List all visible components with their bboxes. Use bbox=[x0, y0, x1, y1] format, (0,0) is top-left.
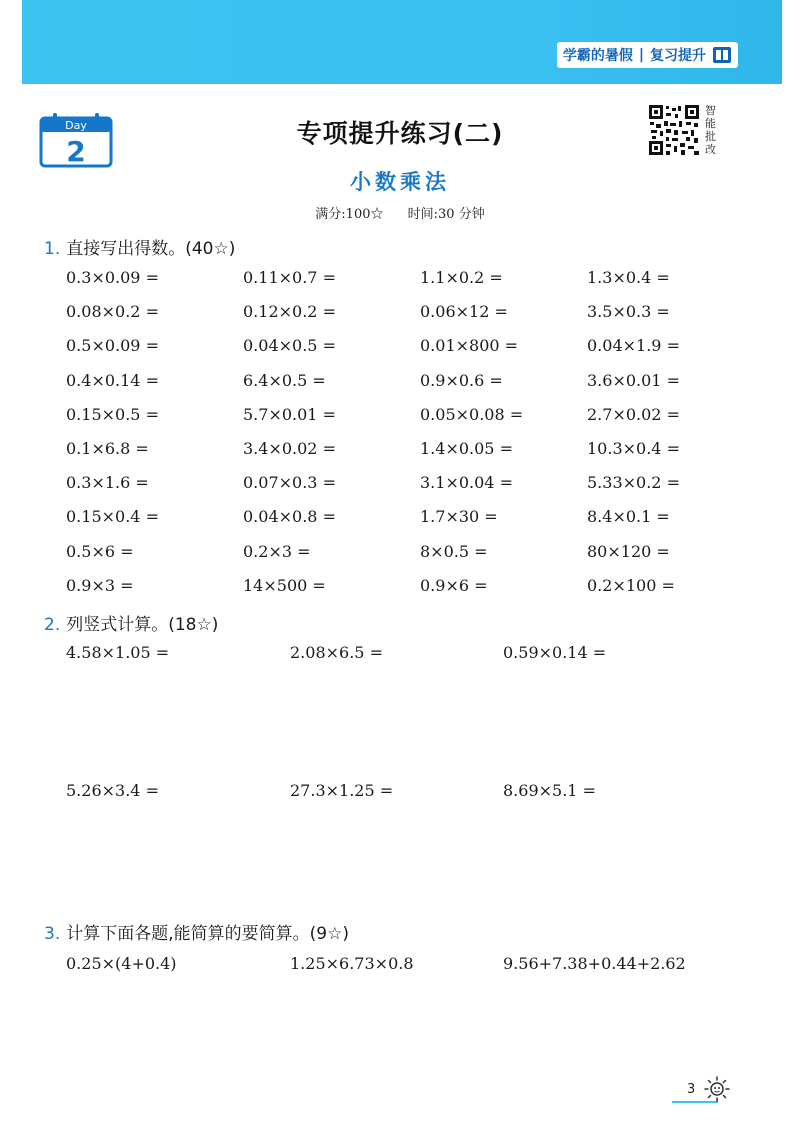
problem-expression: 2.08×6.5 = bbox=[290, 643, 383, 662]
problem-row bbox=[0, 781, 800, 807]
problem-expression: 0.01×800 = bbox=[420, 336, 519, 356]
problem-expression: 0.59×0.14 = bbox=[503, 643, 607, 662]
problem-row bbox=[0, 336, 800, 362]
problem-expression: 0.4×0.14 = bbox=[66, 370, 159, 390]
problem-expression: 8×0.5 = bbox=[420, 541, 488, 561]
problem-expression: 0.5×0.09 = bbox=[66, 336, 159, 356]
problem-expression: 5.33×0.2 = bbox=[587, 473, 680, 493]
problem-expression: 0.25×(4+0.4) bbox=[66, 954, 177, 973]
header-badge bbox=[557, 42, 738, 68]
problem-expression: 0.5×6 = bbox=[66, 541, 134, 561]
section-3-text: 计算下面各题,能简算的要简算。(9☆) bbox=[66, 924, 349, 944]
problem-expression: 8.69×5.1 = bbox=[503, 781, 596, 800]
day-label: Day bbox=[65, 119, 87, 132]
problem-expression: 3.5×0.3 = bbox=[587, 302, 670, 322]
problem-expression: 1.3×0.4 = bbox=[587, 268, 670, 287]
section-2-text: 列竖式计算。(18☆) bbox=[66, 615, 219, 635]
problem-expression: 0.3×0.09 = bbox=[66, 268, 159, 287]
problem-expression: 0.08×0.2 = bbox=[66, 302, 159, 322]
problem-expression: 0.04×1.9 = bbox=[587, 336, 680, 356]
problem-expression: 0.9×6 = bbox=[420, 575, 488, 595]
problem-expression: 5.26×3.4 = bbox=[66, 781, 159, 800]
problem-expression: 0.04×0.5 = bbox=[243, 336, 336, 356]
problem-row bbox=[0, 371, 800, 397]
series-label: 学霸的暑假 bbox=[562, 48, 633, 64]
problem-expression: 0.1×6.8 = bbox=[66, 439, 149, 458]
problem-expression: 3.4×0.02 = bbox=[243, 439, 336, 458]
header-separator: | bbox=[638, 47, 644, 63]
section-label: 复习提升 bbox=[650, 48, 706, 64]
section-1-text: 直接写出得数。(40☆) bbox=[66, 239, 236, 259]
problem-expression: 1.7×30 = bbox=[420, 507, 498, 527]
problem-expression: 0.15×0.4 = bbox=[66, 507, 159, 527]
page-title: 专项提升练习(二) bbox=[296, 119, 504, 148]
book-icon bbox=[712, 46, 732, 64]
section-1-heading bbox=[44, 234, 235, 259]
day-number: 2 bbox=[66, 135, 86, 168]
problem-expression: 1.25×6.73×0.8 bbox=[290, 954, 414, 973]
problem-expression: 0.12×0.2 = bbox=[243, 302, 336, 322]
problem-row bbox=[0, 643, 800, 669]
problem-row bbox=[0, 507, 800, 533]
section-1-number: 1. bbox=[44, 239, 61, 259]
problem-expression: 9.56+7.38+0.44+2.62 bbox=[503, 954, 686, 973]
problem-expression: 2.7×0.02 = bbox=[587, 404, 680, 424]
problem-expression: 0.15×0.5 = bbox=[66, 404, 159, 424]
problem-expression: 0.11×0.7 = bbox=[243, 268, 336, 287]
problem-row bbox=[0, 405, 800, 431]
problem-expression: 0.2×100 = bbox=[587, 575, 675, 595]
problem-row bbox=[0, 954, 800, 980]
section-2-number: 2. bbox=[44, 615, 61, 635]
problem-expression: 10.3×0.4 = bbox=[587, 439, 680, 458]
page-subtitle: 小数乘法 bbox=[350, 170, 450, 194]
problem-expression: 14×500 = bbox=[243, 575, 326, 595]
problem-expression: 80×120 = bbox=[587, 541, 670, 561]
problem-expression: 8.4×0.1 = bbox=[587, 507, 670, 527]
problem-row bbox=[0, 302, 800, 328]
problem-expression: 5.7×0.01 = bbox=[243, 404, 336, 424]
problem-row bbox=[0, 576, 800, 602]
section-3-heading bbox=[44, 919, 349, 944]
page-number: 3 bbox=[687, 1082, 696, 1097]
problem-expression: 27.3×1.25 = bbox=[290, 781, 394, 800]
section-2-heading bbox=[44, 610, 218, 635]
problem-row bbox=[0, 473, 800, 499]
problem-expression: 0.07×0.3 = bbox=[243, 473, 336, 493]
problem-expression: 0.05×0.08 = bbox=[420, 404, 524, 424]
problem-row bbox=[0, 542, 800, 568]
problem-row bbox=[0, 268, 800, 294]
problem-expression: 0.2×3 = bbox=[243, 541, 311, 561]
problem-expression: 0.9×0.6 = bbox=[420, 370, 503, 390]
sun-icon bbox=[702, 1074, 732, 1104]
problem-expression: 1.1×0.2 = bbox=[420, 268, 503, 287]
time-text: 时间:30 分钟 bbox=[407, 207, 485, 222]
problem-expression: 0.9×3 = bbox=[66, 575, 134, 595]
problem-expression: 0.04×0.8 = bbox=[243, 507, 336, 527]
score-time-info bbox=[0, 203, 800, 222]
score-text: 满分:100☆ bbox=[315, 207, 384, 222]
problem-expression: 1.4×0.05 = bbox=[420, 439, 513, 458]
problem-expression: 3.6×0.01 = bbox=[587, 370, 680, 390]
problem-expression: 0.06×12 = bbox=[420, 302, 508, 322]
problem-expression: 6.4×0.5 = bbox=[243, 370, 326, 390]
problem-expression: 0.3×1.6 = bbox=[66, 473, 149, 493]
problem-expression: 4.58×1.05 = bbox=[66, 643, 170, 662]
problem-row bbox=[0, 439, 800, 465]
qr-label: 智 能 批 改 bbox=[705, 104, 716, 156]
section-3-number: 3. bbox=[44, 924, 61, 944]
problem-expression: 3.1×0.04 = bbox=[420, 473, 513, 493]
